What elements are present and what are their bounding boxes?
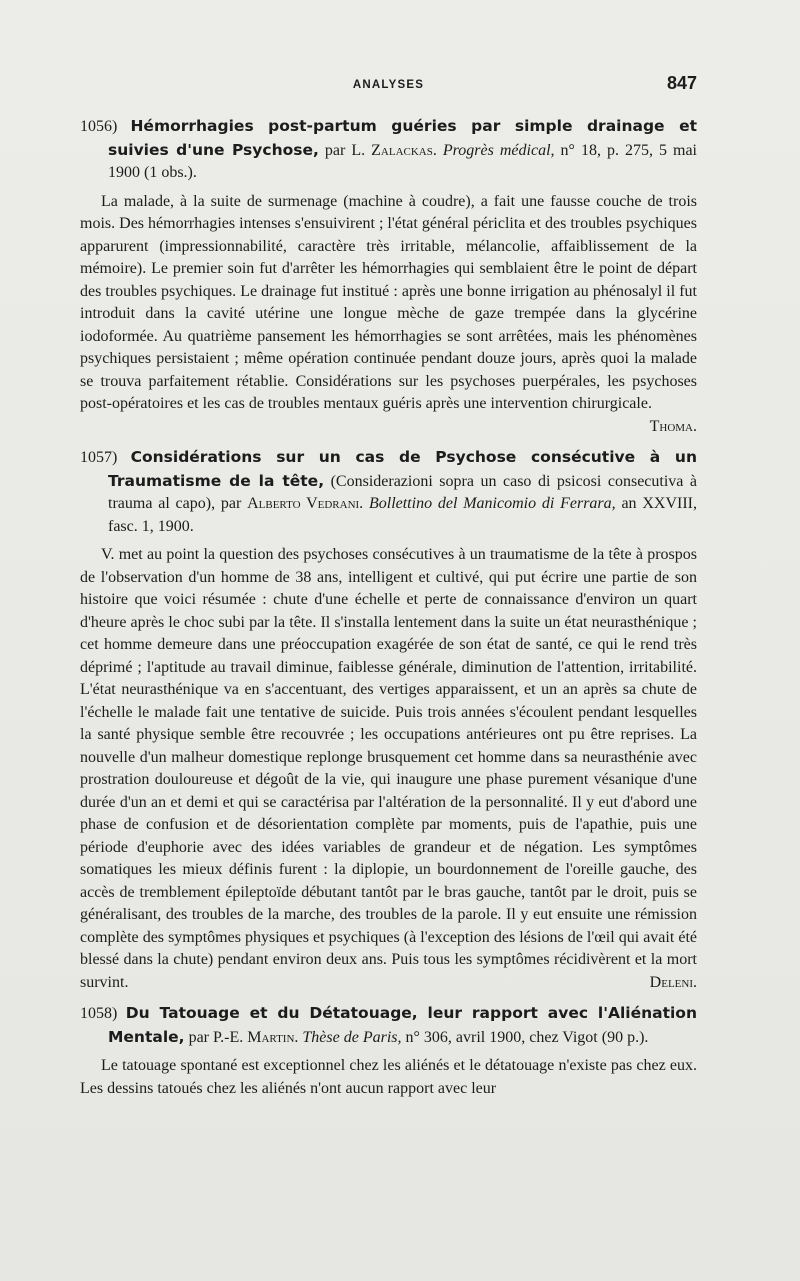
- entry-source: Progrès médical,: [442, 141, 555, 159]
- entry-details: n° 306, avril 1900, chez Vigot (90 p.).: [401, 1028, 649, 1046]
- entry-summary: [80, 1055, 697, 1100]
- entry-summary: [80, 544, 697, 994]
- entry-heading: [80, 446, 697, 538]
- entry-number: 1057): [80, 449, 118, 466]
- abstract-entry-1057: [80, 446, 697, 994]
- entry-byline: par L.: [318, 141, 372, 159]
- entry-summary-text: V. met au point la question des psychoses consécutives à un traumatisme de la tête à prospos de l'observation d'un homme de 38 ans, intelligent et cultivé, qui put écrire une partie de son histoire que voici résumée : chute d'une échelle et perte de connaissance d'environ un quart d'heure après le choc subi par la tête. Il s'installa lentement dans la suite un état neurasthénique ; cet homme demeure dans une préoccupation exagérée de son état de santé, ce qui le rend très déprimé ; l'aptitude au travail diminue, faiblesse générale, diminution de l'attention, irritabilité. L'état neurasthénique va en s'accentuant, des vertiges apparaissent, et un an après sa chute de l'échelle le malade fait une tentative de suicide. Puis trois années s'écoulent pendant lesquelles la santé physique semble être recouvrée ; les occupations antérieures ont pu être reprises. La nouvelle d'un malheur domestique replonge brusquement cet homme dans sa neurasthénie avec prostration douloureuse et dégoût de la vie, qui inaugure une phase purement vésanique d'une durée d'un an et demi et qui se caractérisa par l'altération de la personnalité. Il y eut d'abord une phase de confusion et de désorientation complète par moments, puis de l'apathie, puis une période d'euphorie avec des idées variables de grandeur et de négation. Les symptômes somatiques les mieux définis furent : la diplopie, un bourdonnement de l'oreille gauche, des accès de tremblement épileptoïde débutant tantôt par le bras gauche, tantôt par le droit, puis se généralisant, des troubles de la marche, des troubles de la parole. Il y eut ensuite une rémission complète des symptômes physiques et psychiques (à l'exception des lésions de l'œil qui avait été blessé dans la chute) pendant environ deux ans. Puis tous les symptômes récidivèrent et la mort survint.: [80, 546, 697, 991]
- page-body: [80, 115, 697, 1100]
- entry-byline: par P.-E.: [184, 1028, 248, 1046]
- entry-heading: [80, 1002, 697, 1049]
- page-number: 847: [666, 73, 697, 93]
- abstract-entry-1058: [80, 1002, 697, 1100]
- entry-number: 1056): [80, 118, 118, 135]
- entry-details: n° 18, p. 275, 5 mai 1900 (1 obs.).: [108, 141, 697, 181]
- entry-summary: [80, 191, 697, 439]
- entry-details: an XXVIII, fasc. 1, 1900.: [108, 495, 697, 535]
- entry-author: Martin.: [247, 1028, 299, 1046]
- entry-source: Bollettino del Manicomio di Ferrara,: [368, 495, 616, 512]
- entry-title: Hémorrhagies post-partum guéries par simple drainage et suivies d'une Psychose,: [108, 117, 698, 159]
- entry-summary-text: Le tatouage spontané est exceptionnel chez les aliénés et le détatouage n'existe pas chez eux. Les dessins tatoués chez les aliénés n'ont aucun rapport avec leur: [80, 1057, 697, 1097]
- entry-title: Considérations sur un cas de Psychose consécutive à un Traumatisme de la tête,: [108, 448, 697, 490]
- entry-number: 1058): [80, 1005, 118, 1022]
- entry-heading: [80, 115, 697, 185]
- page-header: [80, 73, 697, 99]
- entry-byline: (Considerazioni sopra un caso di psicosi consecutiva à trauma al capo), par: [108, 472, 697, 512]
- entry-summary-text: La malade, à la suite de surmenage (machine à coudre), a fait une fausse couche de trois mois. Des hémorrhagies intenses s'ensuivirent ; l'état général périclita et des troubles psychiques apparurent (impressionnabilité, caractère très irritable, mélancolie, affaiblissement de la mémoire). Le premier soin fut d'arrêter les hémorrhagies qui semblaient être le point de départ des troubles psychiques. Le drainage fut institué : après une bonne irrigation au phénosalyl il fut introduit dans la cavité utérine une longue mèche de gaze trempée dans la glycérine iodoformée. Au quatrième pansement les hémorrhagies se sont arrêtées, mais les phénomènes psychiques persistaient ; même opération continuée pendant douze jours, après quoi la malade se trouva parfaitement rétablie. Considérations sur les psychoses puerpérales, les psychoses post-opératoires et les cas de troubles mentaux guéris après une intervention chirurgicale.: [80, 192, 697, 412]
- entry-source: Thèse de Paris,: [302, 1028, 402, 1046]
- entry-author: Zalackas.: [371, 141, 437, 159]
- entry-signature: Thoma.: [649, 417, 697, 435]
- running-head: ANALYSES: [352, 79, 425, 91]
- entry-author: Alberto Vedrani.: [247, 495, 364, 512]
- entry-title: Du Tatouage et du Détatouage, leur rapport avec l'Aliénation Mentale,: [108, 1004, 697, 1046]
- abstract-entry-1056: [80, 115, 697, 438]
- entry-signature: Deleni.: [649, 973, 697, 991]
